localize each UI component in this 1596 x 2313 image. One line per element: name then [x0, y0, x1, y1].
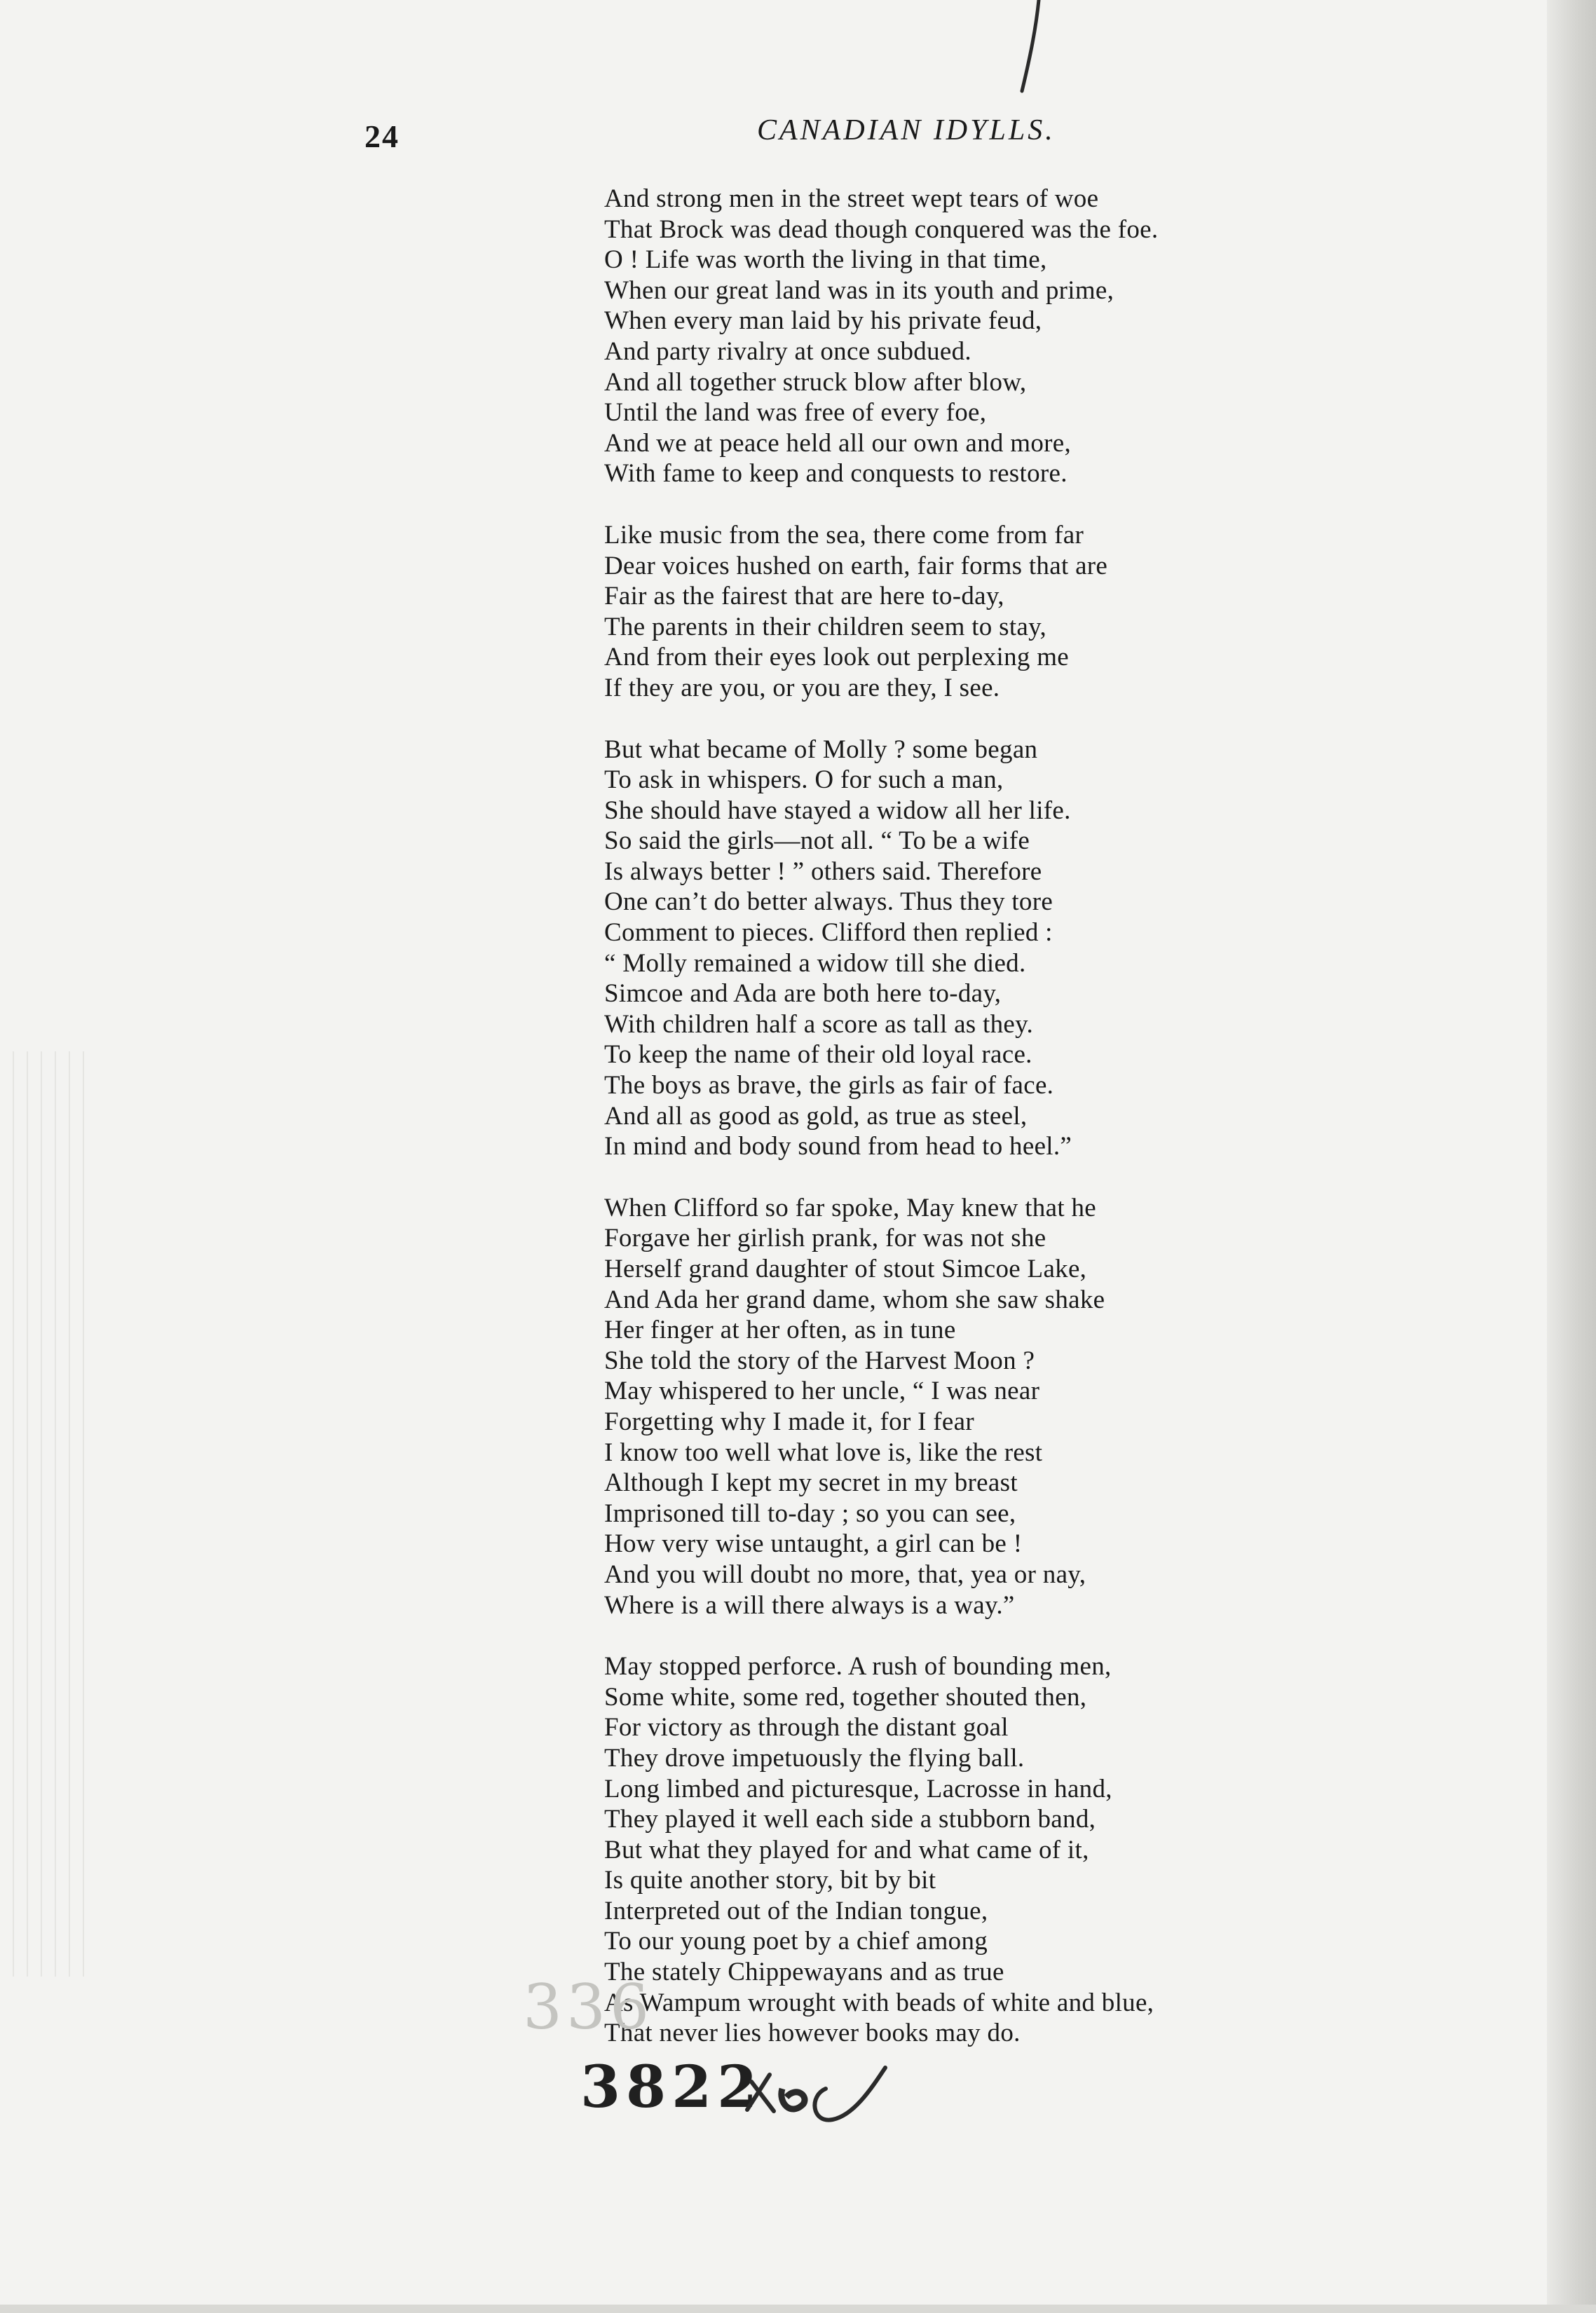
- poem-line: Some white, some red, together shouted then,: [604, 1682, 1087, 1712]
- poem-line: Forgetting why I made it, for I fear: [604, 1407, 974, 1436]
- poem-line: “ Molly remained a widow till she died.: [604, 948, 1026, 978]
- poem-line: She told the story of the Harvest Moon ?: [604, 1346, 1035, 1375]
- running-title: CANADIAN IDYLLS.: [757, 114, 1056, 146]
- poem-line: When every man laid by his private feud,: [604, 306, 1042, 336]
- stanza: [604, 1193, 1396, 1621]
- stanza: [604, 1651, 1396, 2049]
- poem-line: Comment to pieces. Clifford then replied :: [604, 918, 1053, 948]
- poem-line: The boys as brave, the girls as fair of face.: [604, 1071, 1054, 1100]
- poem-line: She should have stayed a widow all her life.: [604, 796, 1071, 825]
- poem-line: How very wise untaught, a girl can be !: [604, 1529, 1023, 1559]
- stanza: [604, 184, 1396, 489]
- poem-line: Dear voices hushed on earth, fair forms that are: [604, 551, 1108, 580]
- poem-line: And from their eyes look out perplexing me: [604, 643, 1070, 672]
- poem-line: Forgave her girlish prank, for was not she: [604, 1224, 1046, 1253]
- poem-line: To ask in whispers. O for such a man,: [604, 765, 1004, 795]
- poem-line: They drove impetuously the flying ball.: [604, 1743, 1025, 1773]
- poem-line: So said the girls—not all. “ To be a wife: [604, 826, 1030, 856]
- poem-line: As Wampum wrought with beads of white and blue,: [604, 1988, 1154, 2017]
- poem-line: The stately Chippewayans and as true: [604, 1958, 1004, 1987]
- accession-stamp: 336: [523, 1971, 653, 2043]
- poem-line: Is quite another story, bit by bit: [604, 1866, 936, 1895]
- poem-line: May whispered to her uncle, “ I was near: [604, 1377, 1040, 1406]
- page-stack-edges: [0, 1051, 84, 1977]
- poem-line: They played it well each side a stubborn band,: [604, 1805, 1096, 1834]
- stanza: [604, 520, 1396, 704]
- poem-line: When our great land was in its youth and prime,: [604, 275, 1114, 305]
- poem-line: Like music from the sea, there come from far: [604, 520, 1084, 550]
- poem-line: That Brock was dead though conquered was the foe.: [604, 214, 1159, 244]
- page-edge-shadow: [1547, 0, 1596, 2313]
- stanza: [604, 735, 1396, 1162]
- poem-line: But what they played for and what came of it,: [604, 1835, 1089, 1864]
- pen-mark-icon: [1002, 0, 1044, 105]
- poem-line: Until the land was free of every foe,: [604, 398, 987, 428]
- poem-line: And party rivalry at once subdued.: [604, 336, 971, 366]
- poem-line: That never lies however books may do.: [604, 2019, 1021, 2048]
- poem-line: In mind and body sound from head to heel.”: [604, 1132, 1072, 1161]
- poem-line: Is always better ! ” others said. Therefore: [604, 857, 1042, 886]
- poem-line: Simcoe and Ada are both here to-day,: [604, 979, 1002, 1009]
- poem-line: One can’t do better always. Thus they tore: [604, 887, 1053, 917]
- poem-line: Fair as the fairest that are here to-day,: [604, 582, 1004, 611]
- poem-line: May stopped perforce. A rush of bounding men,: [604, 1652, 1112, 1681]
- poem-line: When Clifford so far spoke, May knew that he: [604, 1193, 1096, 1222]
- poem-line: With fame to keep and conquests to restore.: [604, 459, 1068, 489]
- poem-line: Where is a will there always is a way.”: [604, 1590, 1015, 1620]
- poem-line: And strong men in the street wept tears of woe: [604, 184, 1099, 213]
- poem-line: The parents in their children seem to stay,: [604, 612, 1047, 641]
- poem-line: O ! Life was worth the living in that time,: [604, 245, 1047, 275]
- poem-line: And we at peace held all our own and more,: [604, 428, 1072, 458]
- poem-line: And all together struck blow after blow,: [604, 367, 1027, 397]
- handwritten-mark-icon: [742, 2061, 889, 2138]
- catalog-number: 3822: [580, 2054, 763, 2121]
- poem-line: Interpreted out of the Indian tongue,: [604, 1896, 988, 1925]
- poem-line: For victory as through the distant goal: [604, 1713, 1009, 1742]
- page-number: 24: [364, 118, 400, 154]
- poem-line: With children half a score as tall as they.: [604, 1009, 1034, 1039]
- poem-line: Herself grand daughter of stout Simcoe Lake,: [604, 1255, 1087, 1283]
- poem-line: And you will doubt no more, that, yea or nay,: [604, 1560, 1086, 1589]
- poem-line: But what became of Molly ? some began: [604, 735, 1038, 764]
- poem-text: [604, 184, 1396, 2080]
- poem-line: Long limbed and picturesque, Lacrosse in hand,: [604, 1774, 1112, 1803]
- poem-line: Her finger at her often, as in tune: [604, 1316, 956, 1345]
- poem-line: Imprisoned till to-day ; so you can see,: [604, 1499, 1016, 1528]
- poem-line: If they are you, or you are they, I see.: [604, 673, 1000, 702]
- poem-line: To our young poet by a chief among: [604, 1927, 988, 1956]
- page-bottom-edge: [0, 2305, 1596, 2313]
- poem-line: I know too well what love is, like the rest: [604, 1438, 1043, 1467]
- poem-line: To keep the name of their old loyal race.: [604, 1040, 1032, 1070]
- poem-line: Although I kept my secret in my breast: [604, 1468, 1018, 1498]
- poem-line: And Ada her grand dame, whom she saw shake: [604, 1285, 1105, 1314]
- poem-line: And all as good as gold, as true as steel,: [604, 1101, 1028, 1131]
